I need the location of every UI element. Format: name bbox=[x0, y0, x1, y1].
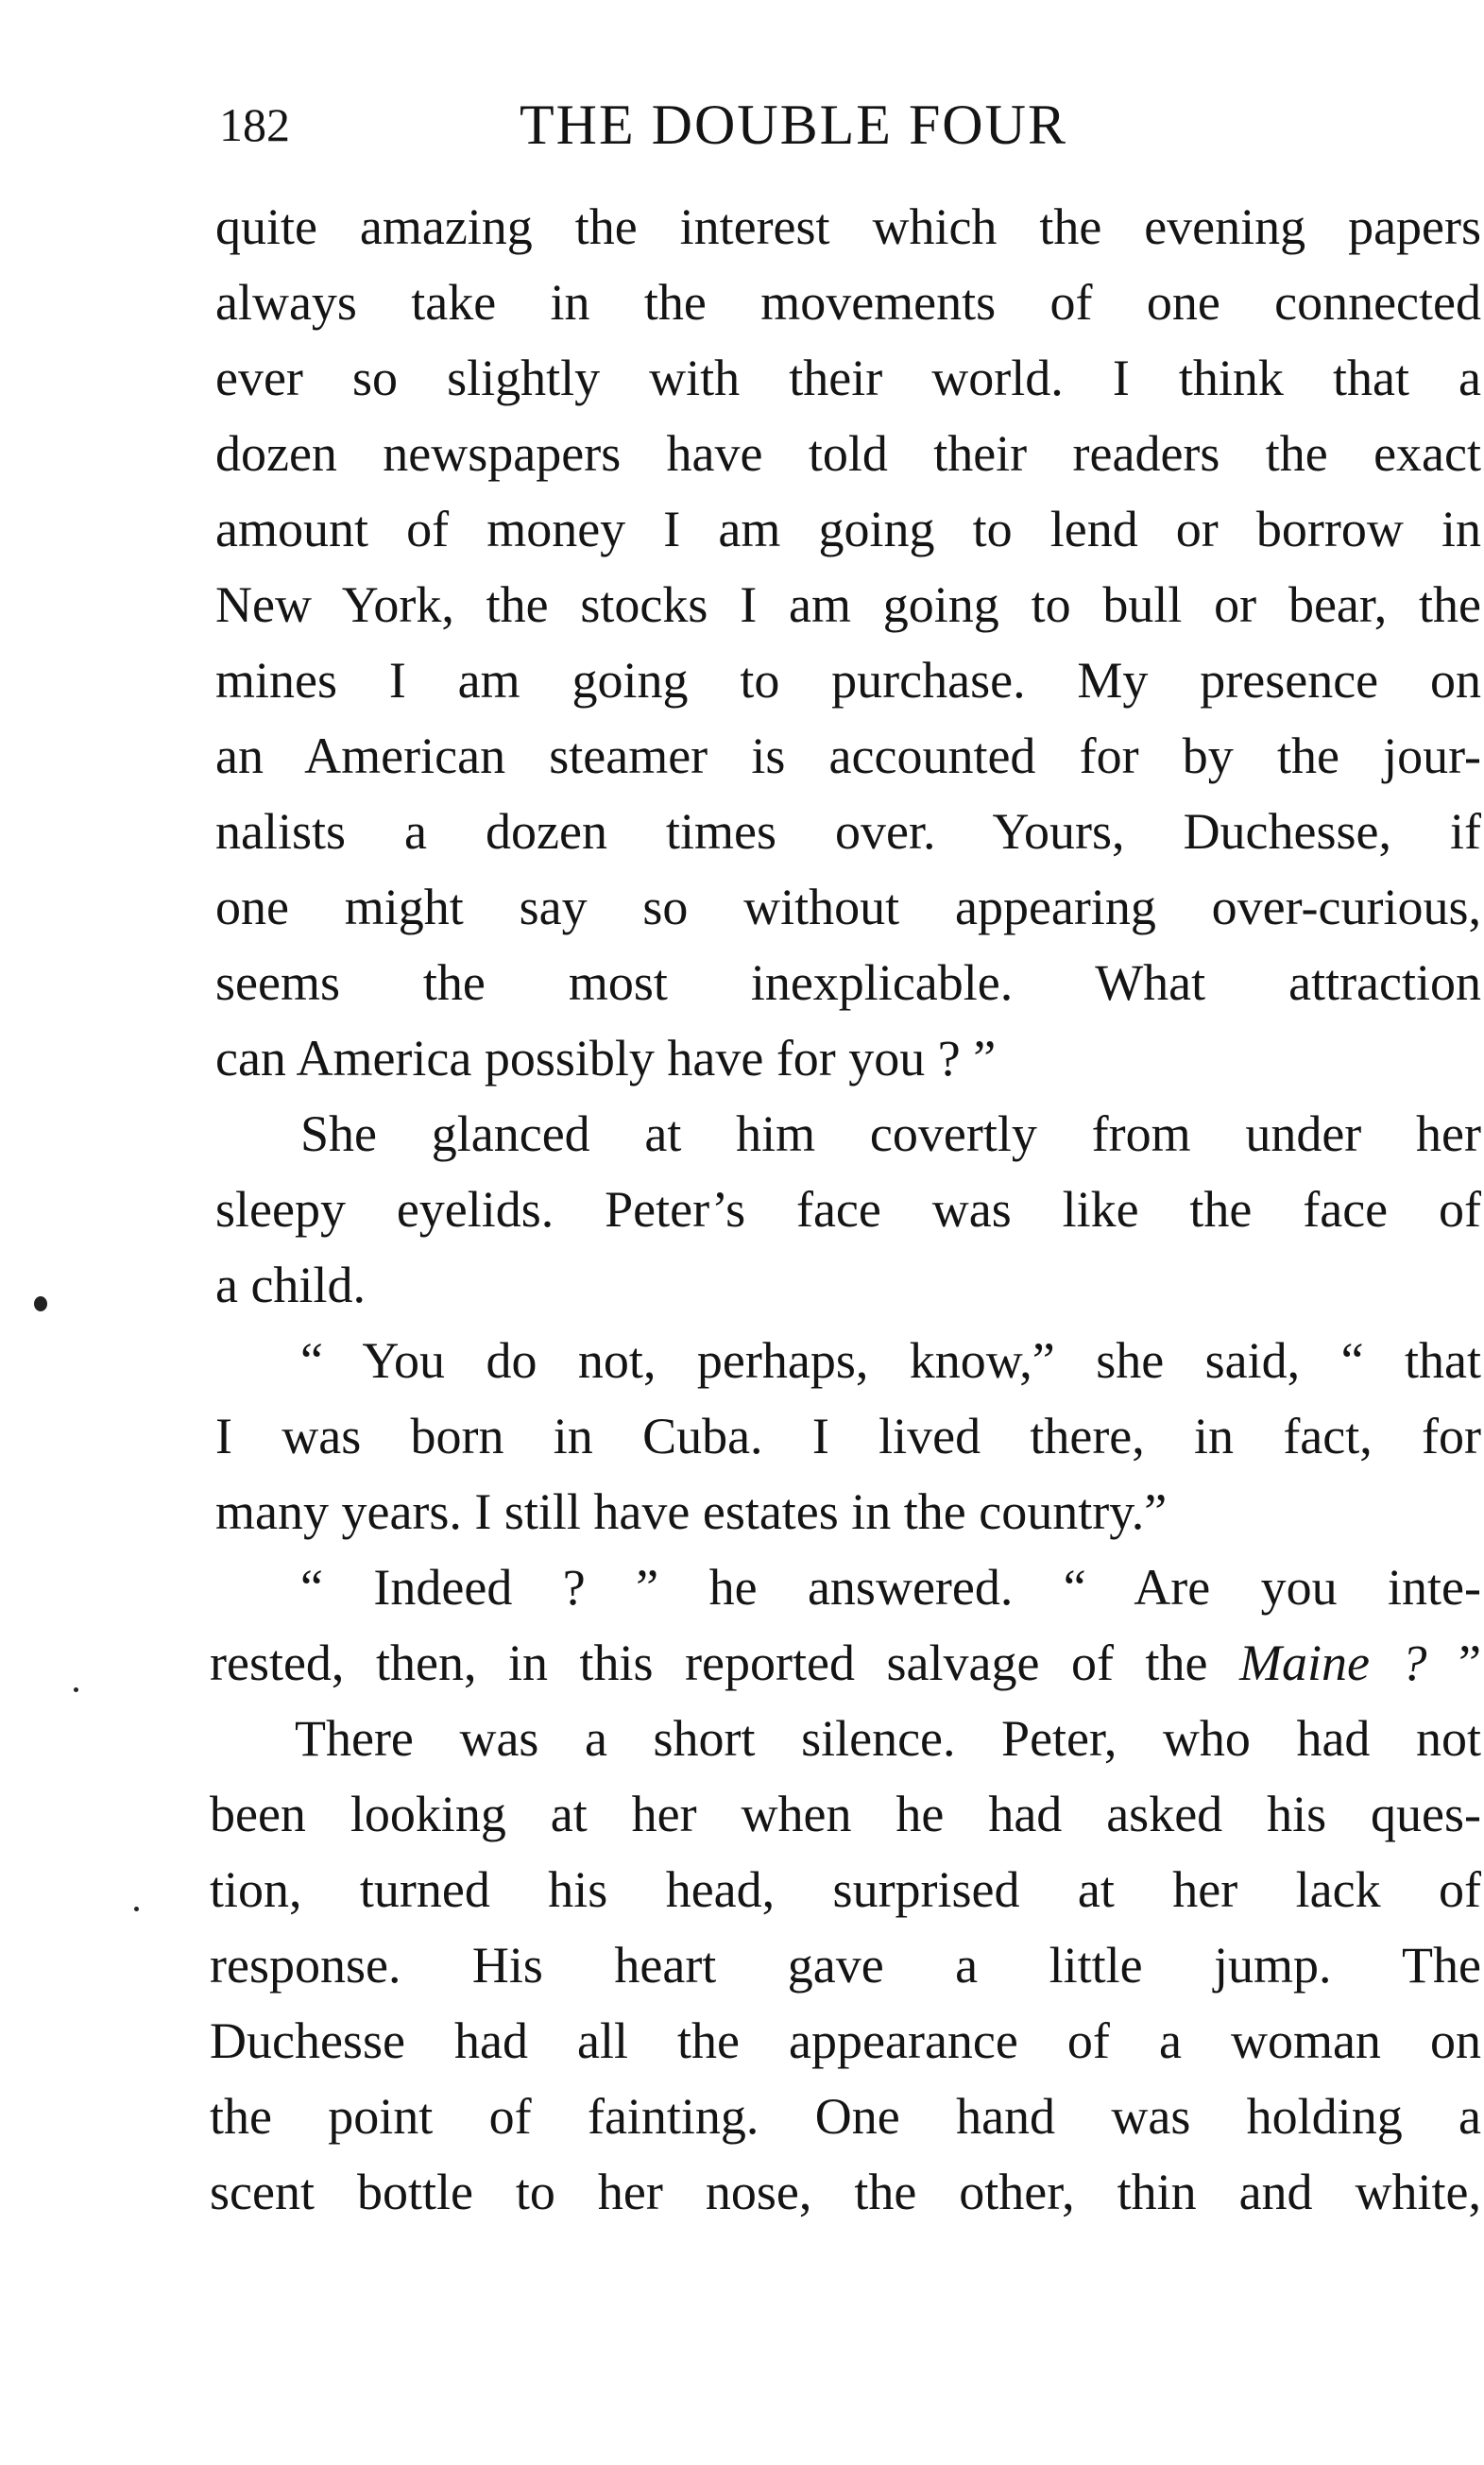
page-number: 182 bbox=[219, 98, 290, 151]
text-line: one might say so without appearing over-curious, bbox=[215, 879, 1481, 935]
text-line: mines I am going to purchase. My presence on bbox=[215, 652, 1481, 709]
running-title: THE DOUBLE FOUR bbox=[520, 94, 1067, 156]
closing-quote: ” bbox=[1426, 1635, 1481, 1691]
text-line: “ You do not, perhaps, know,” she said, “ that bbox=[300, 1332, 1481, 1389]
text-line: seems the most inexplicable. What attraction bbox=[215, 954, 1481, 1011]
text-line: amount of money I am going to lend or borrow in bbox=[215, 501, 1481, 557]
text-line: She glanced at him covertly from under her bbox=[300, 1105, 1481, 1162]
text-line: New York, the stocks I am going to bull or bear, the bbox=[215, 576, 1481, 633]
text-line: been looking at her when he had asked his ques- bbox=[210, 1786, 1481, 1842]
text-line-main: rested, then, in this reported salvage of the bbox=[210, 1635, 1208, 1691]
text-line: many years. I still have estates in the country.” bbox=[215, 1483, 1168, 1540]
text-line: the point of fainting. One hand was holding a bbox=[210, 2088, 1481, 2145]
text-line: ever so slightly with their world. I think that a bbox=[215, 350, 1481, 406]
text-line: an American steamer is accounted for by the jour- bbox=[215, 728, 1481, 784]
text-line: quite amazing the interest which the evening papers bbox=[215, 198, 1481, 255]
text-line: can America possibly have for you ? ” bbox=[215, 1030, 997, 1087]
text-line bbox=[210, 1625, 1481, 1701]
ink-speck bbox=[134, 1907, 139, 1911]
text-line: nalists a dozen times over. Yours, Duchesse, if bbox=[215, 803, 1481, 860]
text-line: There was a short silence. Peter, who had not bbox=[295, 1710, 1481, 1767]
ship-name: Maine ? bbox=[1239, 1635, 1427, 1691]
text-line: “ Indeed ? ” he answered. “ Are you inte- bbox=[300, 1559, 1481, 1616]
text-line: Duchesse had all the appearance of a woman on bbox=[210, 2012, 1481, 2069]
text-line: tion, turned his head, surprised at her lack of bbox=[210, 1861, 1481, 1918]
page-header bbox=[0, 87, 1484, 163]
text-line: scent bottle to her nose, the other, thin and white, bbox=[210, 2164, 1481, 2220]
text-line: dozen newspapers have told their readers the exact bbox=[215, 425, 1481, 482]
text-line: always take in the movements of one connected bbox=[215, 274, 1481, 331]
ink-speck bbox=[74, 1687, 78, 1692]
ink-speck bbox=[34, 1296, 47, 1311]
text-line: sleepy eyelids. Peter’s face was like the face of bbox=[215, 1181, 1481, 1238]
text-line: I was born in Cuba. I lived there, in fact, for bbox=[215, 1408, 1481, 1464]
text-line: response. His heart gave a little jump. The bbox=[210, 1937, 1481, 1994]
text-line: a child. bbox=[215, 1257, 366, 1313]
